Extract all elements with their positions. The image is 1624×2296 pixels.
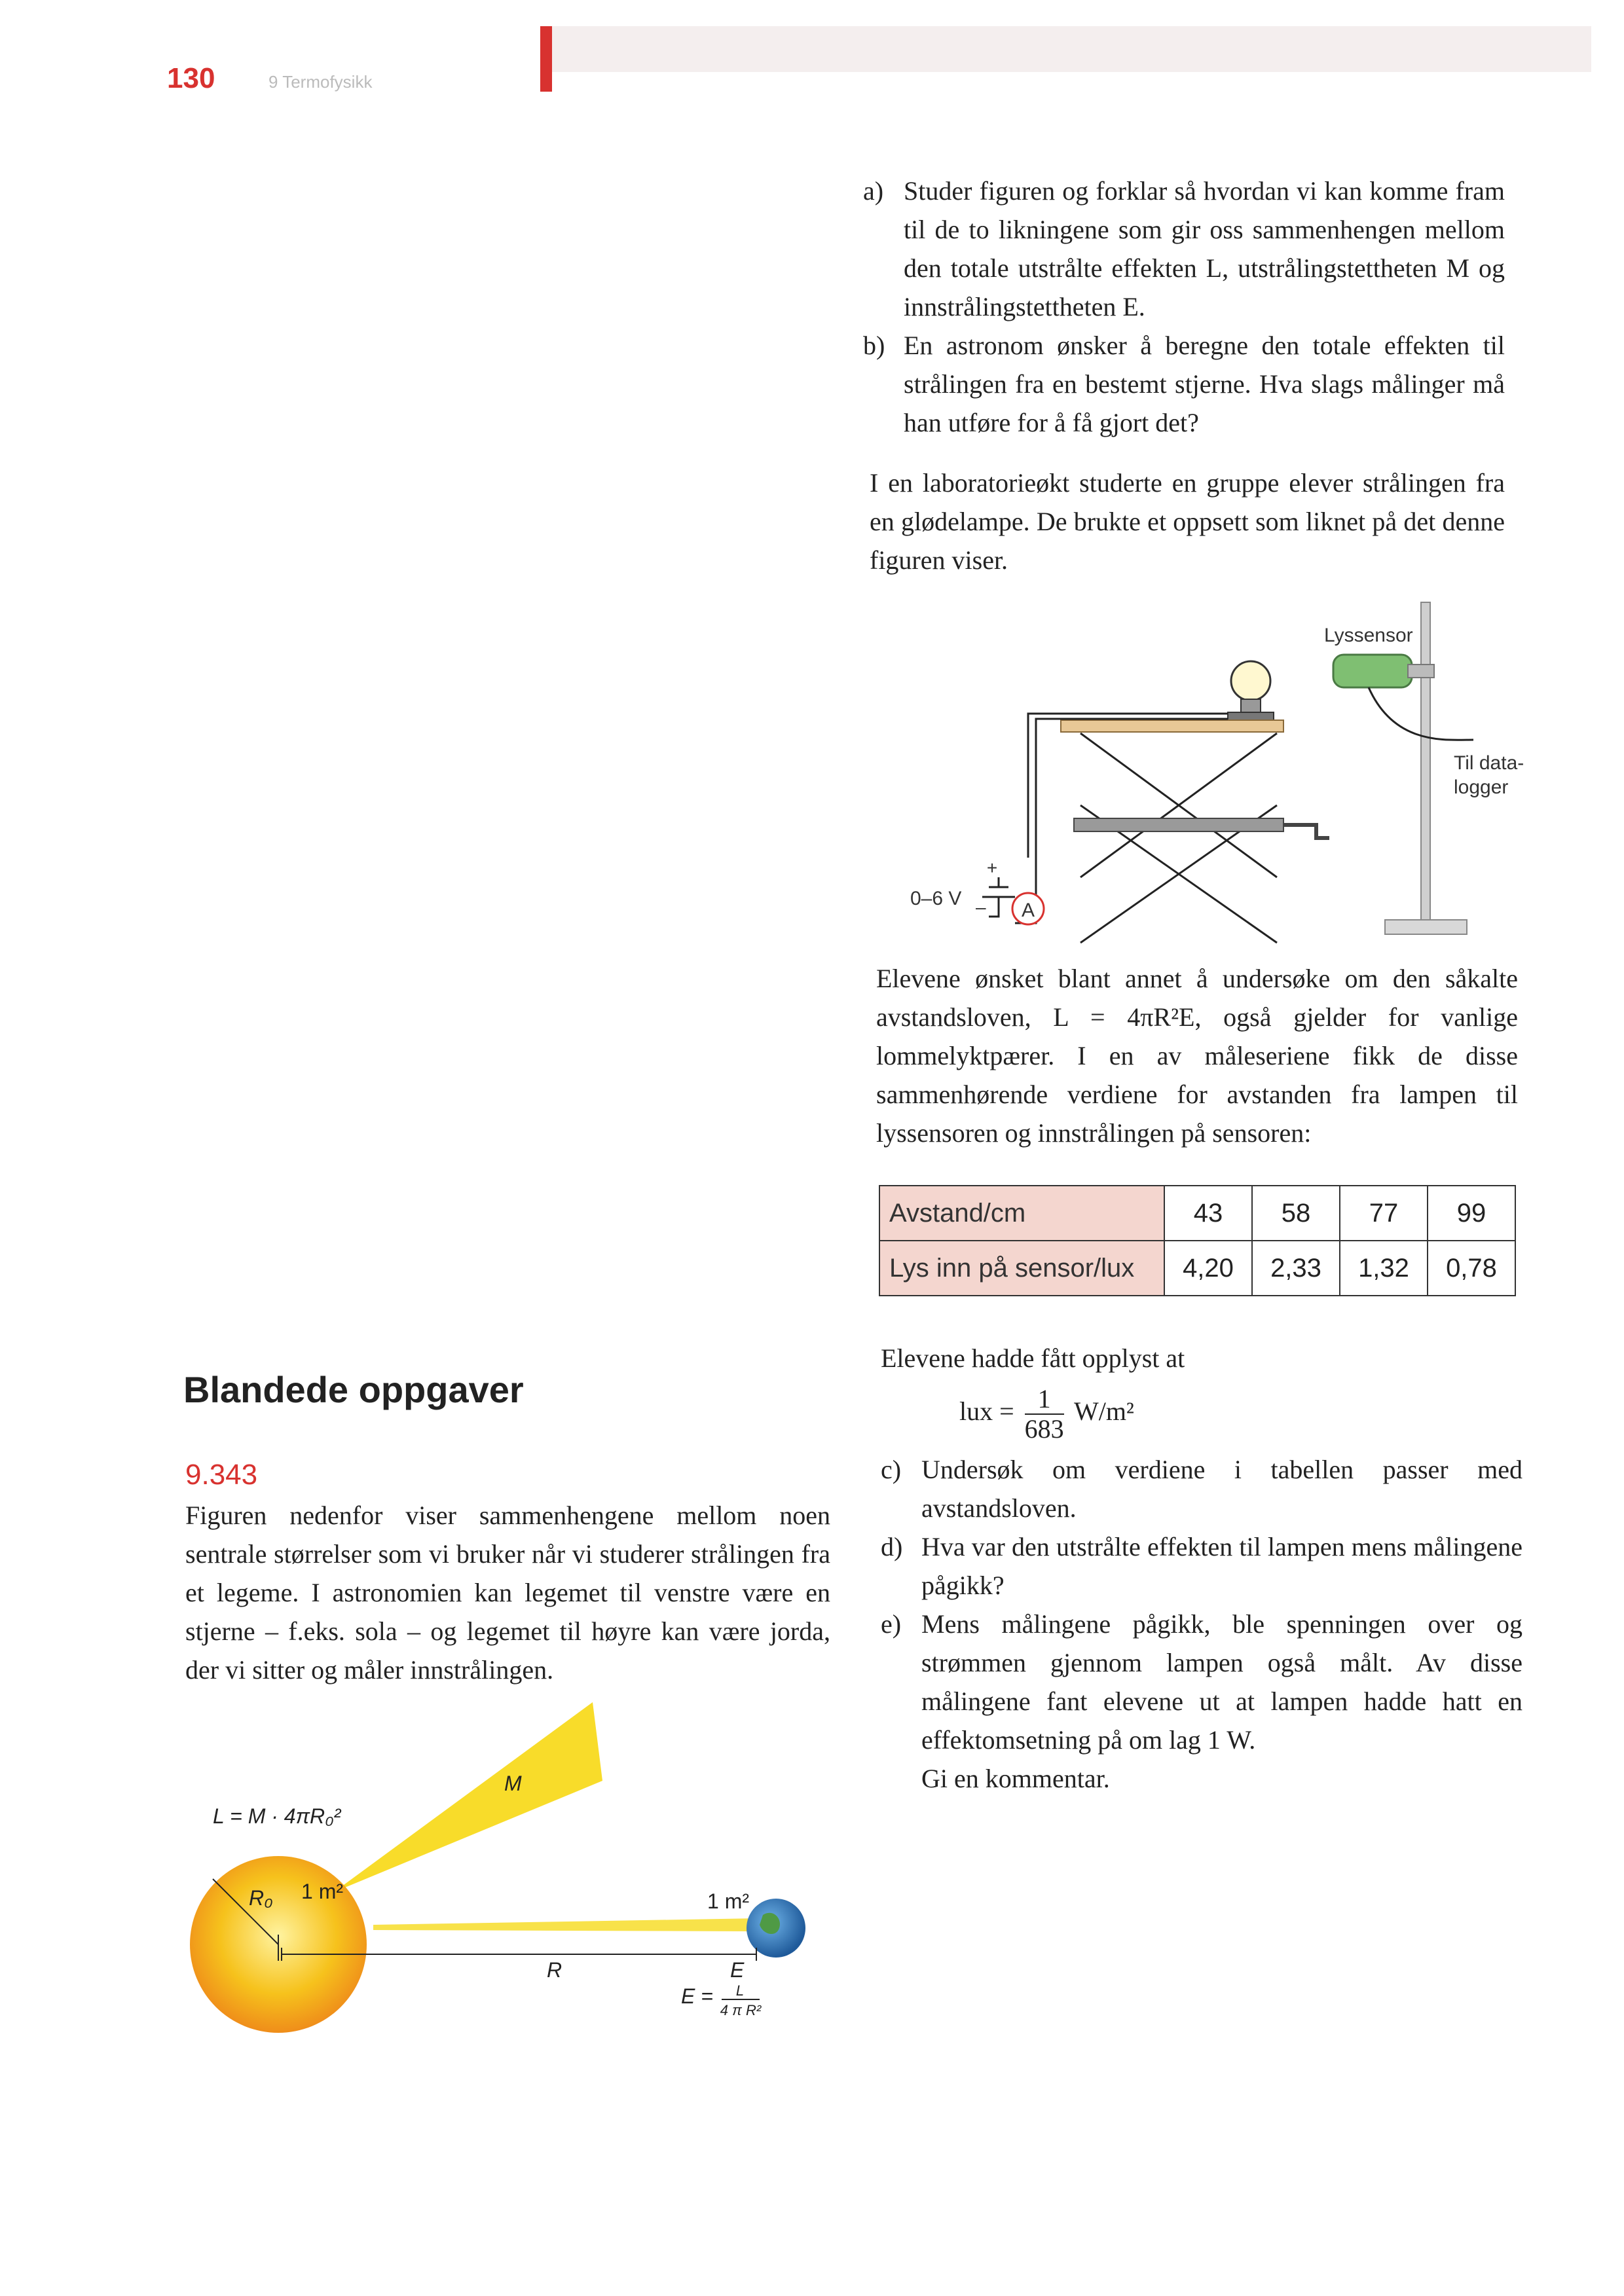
item-e (881, 1605, 1522, 1759)
items-cde (881, 1450, 1522, 1798)
table-row (879, 1241, 1515, 1296)
items-ab (863, 172, 1505, 442)
label-1m2-earth: 1 m² (707, 1889, 749, 1913)
item-d-label: d) (881, 1532, 903, 1561)
row-header-distance: Avstand/cm (879, 1186, 1164, 1241)
lab-jack-platform (1061, 720, 1283, 732)
label-E: E (730, 1958, 745, 1982)
item-d (881, 1527, 1522, 1605)
row-header-lux: Lys inn på sensor/lux (879, 1241, 1164, 1296)
lab-setup-figure (897, 589, 1552, 956)
header-band (544, 26, 1591, 72)
item-c (881, 1450, 1522, 1527)
paragraph-distance-law: Elevene ønsket blant annet å undersøke om den såkalte avstandsloven, L = 4πR²E, også gjelder for vanlige lommelyktpærer. I en av måleseriene fikk de disse sammenhørende verdiene for avstanden fra lampen til lyssensoren og innstrålingen på sensoren: (876, 964, 1518, 1148)
chapter-title: 9 Termofysikk (268, 72, 373, 92)
logger-label-1: Til data- (1454, 752, 1524, 774)
item-b-label: b) (863, 331, 885, 360)
lux-formula (959, 1385, 1352, 1444)
sensor-label: Lyssensor (1324, 625, 1413, 646)
label-R: R (547, 1958, 563, 1982)
section-heading: Blandede oppgaver (183, 1369, 524, 1410)
table-cell: 1,32 (1340, 1241, 1428, 1296)
radiation-cone (334, 1702, 602, 1892)
logger-label-2: logger (1454, 776, 1509, 798)
lux-fraction-num: 1 (1025, 1385, 1064, 1415)
label-1m2-sun: 1 m² (301, 1880, 343, 1903)
lux-fraction-den: 683 (1024, 1414, 1064, 1444)
item-a-label: a) (863, 176, 884, 206)
item-a (863, 172, 1505, 326)
table-cell: 2,33 (1252, 1241, 1340, 1296)
minus-sign: – (976, 897, 986, 917)
measurement-table (879, 1185, 1516, 1296)
lux-formula-unit: W/m² (1073, 1396, 1134, 1427)
label-M: M (504, 1772, 522, 1795)
sun-earth-figure (170, 1702, 858, 2043)
radiation-beam (373, 1918, 760, 1931)
table-cell: 58 (1252, 1186, 1340, 1241)
item-e-comment-text: Gi en kommentar. (921, 1764, 1110, 1793)
item-b-text: En astronom ønsker å beregne den totale effekten til strålingen fra en bestemt stjerne. Hva slags målinger må han utføre for å få gjort det? (904, 331, 1505, 437)
item-b (863, 326, 1505, 442)
lux-fraction (1025, 1385, 1064, 1444)
formula-E-lhs: E = (681, 1984, 713, 2008)
item-a-text: Studer figuren og forklar så hvordan vi kan komme fram til de to likningene som gir oss sammenhengen mellom den totale utstrålte effekten L, utstrålingstettheten M og innstrålingstettheten E. (904, 176, 1505, 321)
table-cell: 99 (1428, 1186, 1515, 1241)
lab-intro: I en laboratorieøkt studerte en gruppe elever strålingen fra en glødelampe. De brukte et oppsett som liknet på det denne figuren viser. (870, 468, 1505, 575)
table-cell: 43 (1164, 1186, 1252, 1241)
table-row (879, 1186, 1515, 1241)
formula-E-den: 4 π R² (720, 2002, 762, 2018)
lux-formula-lhs: lux = (959, 1396, 1014, 1427)
light-bulb-icon (1231, 661, 1270, 701)
formula-L: L = M · 4πR₀² (213, 1804, 341, 1828)
exercise-text: Figuren nedenfor viser sammenhengene mellom noen sentrale størrelser som vi bruker når vi studerer strålingen fra et legeme. I astronomien kan legemet til venstre være en stjerne – f.eks. sola – og legemet til høyre kan være jorda, der vi sitter og måler innstrålingen. (185, 1501, 830, 1685)
page-number: 130 (167, 62, 215, 94)
item-e-label: e) (881, 1609, 902, 1639)
item-e-text: Mens målingene pågikk, ble spenningen over og strømmen gjennom lampen også målt. Av disse målingene fant elevene ut at lampen hadde hatt en effektomsetning på om lag 1 W. (921, 1609, 1522, 1755)
item-e-comment (881, 1759, 1522, 1798)
item-c-text: Undersøk om verdiene i tabellen passer med avstandsloven. (921, 1455, 1522, 1523)
ammeter-label: A (1021, 900, 1035, 921)
item-c-label: c) (881, 1455, 902, 1484)
header-accent-bar (540, 26, 552, 92)
exercise-number: 9.343 (185, 1459, 258, 1491)
given-text: Elevene hadde fått opplyst at (881, 1343, 1185, 1373)
item-d-text: Hva var den utstrålte effekten til lampen mens målingene pågikk? (921, 1532, 1522, 1600)
table-cell: 4,20 (1164, 1241, 1252, 1296)
light-sensor-icon (1333, 655, 1412, 687)
voltage-label: 0–6 V (910, 888, 962, 909)
label-R0: R₀ (249, 1886, 273, 1910)
plus-sign: + (986, 858, 998, 878)
formula-E-num: L (735, 1982, 745, 1999)
table-cell: 77 (1340, 1186, 1428, 1241)
table-cell: 0,78 (1428, 1241, 1515, 1296)
